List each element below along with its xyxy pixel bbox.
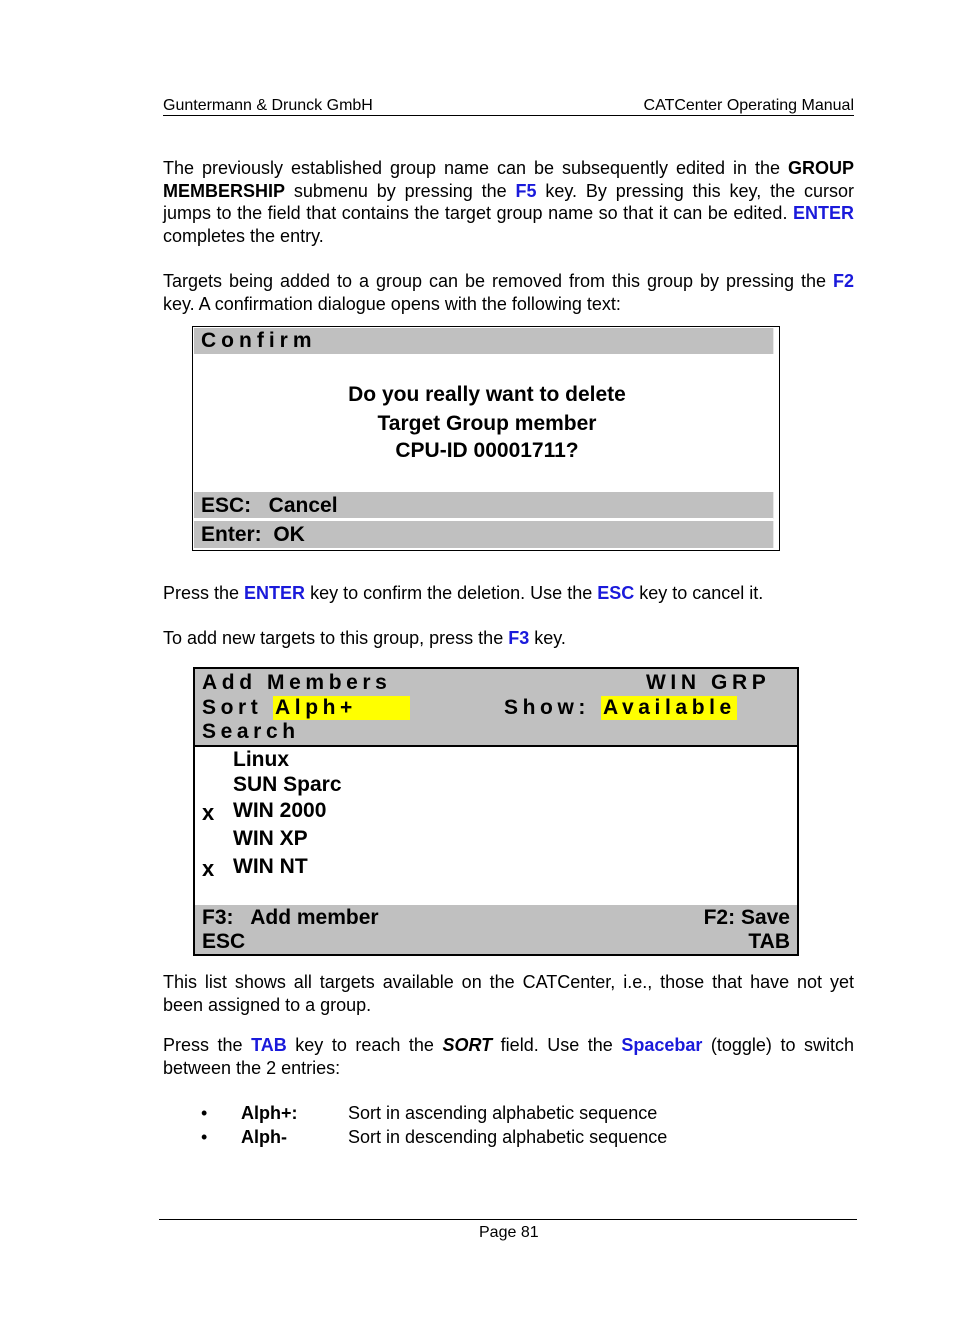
add-members-header	[195, 669, 797, 747]
confirm-cancel-option[interactable]: ESC: Cancel	[194, 492, 774, 519]
list-item[interactable]: WIN NT	[233, 855, 308, 878]
confirm-dialog	[192, 326, 780, 551]
selected-mark: x	[202, 856, 215, 881]
group-name: WIN GRP	[646, 671, 771, 694]
key-f5: F5	[515, 180, 537, 201]
key-tab: TAB	[251, 1035, 287, 1055]
sort-field[interactable]: Alph+	[273, 696, 410, 720]
paragraph-edit-group-name: The previously established group name can be subsequently edited in the GROUP MEMBERSHIP submenu by pressing the F5 key. By pressing this key, the cursor jumps to the field that contains the target group name so that it can be edited. ENTER completes the entry.	[163, 158, 854, 247]
bullet-term: Alph-	[241, 1127, 287, 1147]
header-company: Guntermann & Drunck GmbH	[163, 97, 373, 114]
submenu-name: GROUP MEMBERSHIP	[163, 158, 854, 201]
bullet-term: Alph+:	[241, 1103, 298, 1123]
bullet-description: Sort in ascending alphabetic sequence	[348, 1103, 658, 1123]
list-item[interactable]: Linux	[233, 748, 289, 771]
key-f3: F3	[508, 628, 530, 648]
confirm-message-line3: CPU-ID 00001711?	[395, 439, 579, 462]
confirm-dialog-title: Confirm	[194, 328, 774, 354]
sort-label: Sort	[202, 696, 263, 719]
key-enter: ENTER	[792, 203, 854, 224]
list-item[interactable]: SUN Sparc	[233, 773, 342, 796]
confirm-message-line1: Do you really want to delete	[348, 383, 626, 406]
bullet-icon: •	[201, 1103, 208, 1123]
confirm-ok-option[interactable]: Enter: OK	[194, 521, 774, 548]
confirm-message-line2: Target Group member	[377, 412, 597, 435]
key-enter: ENTER	[244, 583, 306, 603]
save-option[interactable]: F2: Save	[703, 906, 790, 929]
list-item[interactable]: WIN XP	[233, 827, 308, 850]
add-members-dialog	[193, 667, 799, 956]
list-item[interactable]: WIN 2000	[233, 799, 327, 822]
bullet-icon: •	[201, 1127, 208, 1147]
key-esc: ESC	[597, 583, 635, 603]
esc-option[interactable]: ESC	[202, 930, 246, 953]
footer-rule	[159, 1219, 857, 1220]
header-rule	[163, 115, 854, 116]
paragraph-confirm-deletion: Press the ENTER key to confirm the deletion. Use the ESC key to cancel it.	[163, 583, 764, 603]
header-manual-title: CATCenter Operating Manual	[643, 97, 854, 114]
page-number: Page 81	[479, 1224, 539, 1241]
show-field[interactable]: Available	[603, 696, 736, 719]
show-label: Show:	[504, 696, 590, 719]
sort-field-name: SORT	[442, 1035, 493, 1055]
paragraph-list-description: This list shows all targets available on the CATCenter, i.e., those that have not yet been assigned to a group.	[163, 972, 854, 1015]
search-field[interactable]: Search	[202, 720, 300, 743]
bullet-description: Sort in descending alphabetic sequence	[348, 1127, 668, 1147]
tab-option[interactable]: TAB	[748, 930, 790, 953]
add-members-footer	[195, 905, 797, 954]
key-spacebar: Spacebar	[621, 1035, 703, 1055]
paragraph-remove-targets: Targets being added to a group can be removed from this group by pressing the F2 key. A confirmation dialogue opens with the following text:	[163, 271, 854, 314]
key-f2: F2	[832, 271, 854, 291]
paragraph-add-targets: To add new targets to this group, press the F3 key.	[163, 628, 566, 648]
selected-mark: x	[202, 800, 215, 825]
paragraph-sort-instructions: Press the TAB key to reach the SORT field. Use the Spacebar (toggle) to switch between the 2 entries:	[163, 1035, 854, 1078]
add-member-option[interactable]: F3: Add member	[202, 906, 379, 929]
add-members-title: Add Members	[202, 671, 392, 694]
